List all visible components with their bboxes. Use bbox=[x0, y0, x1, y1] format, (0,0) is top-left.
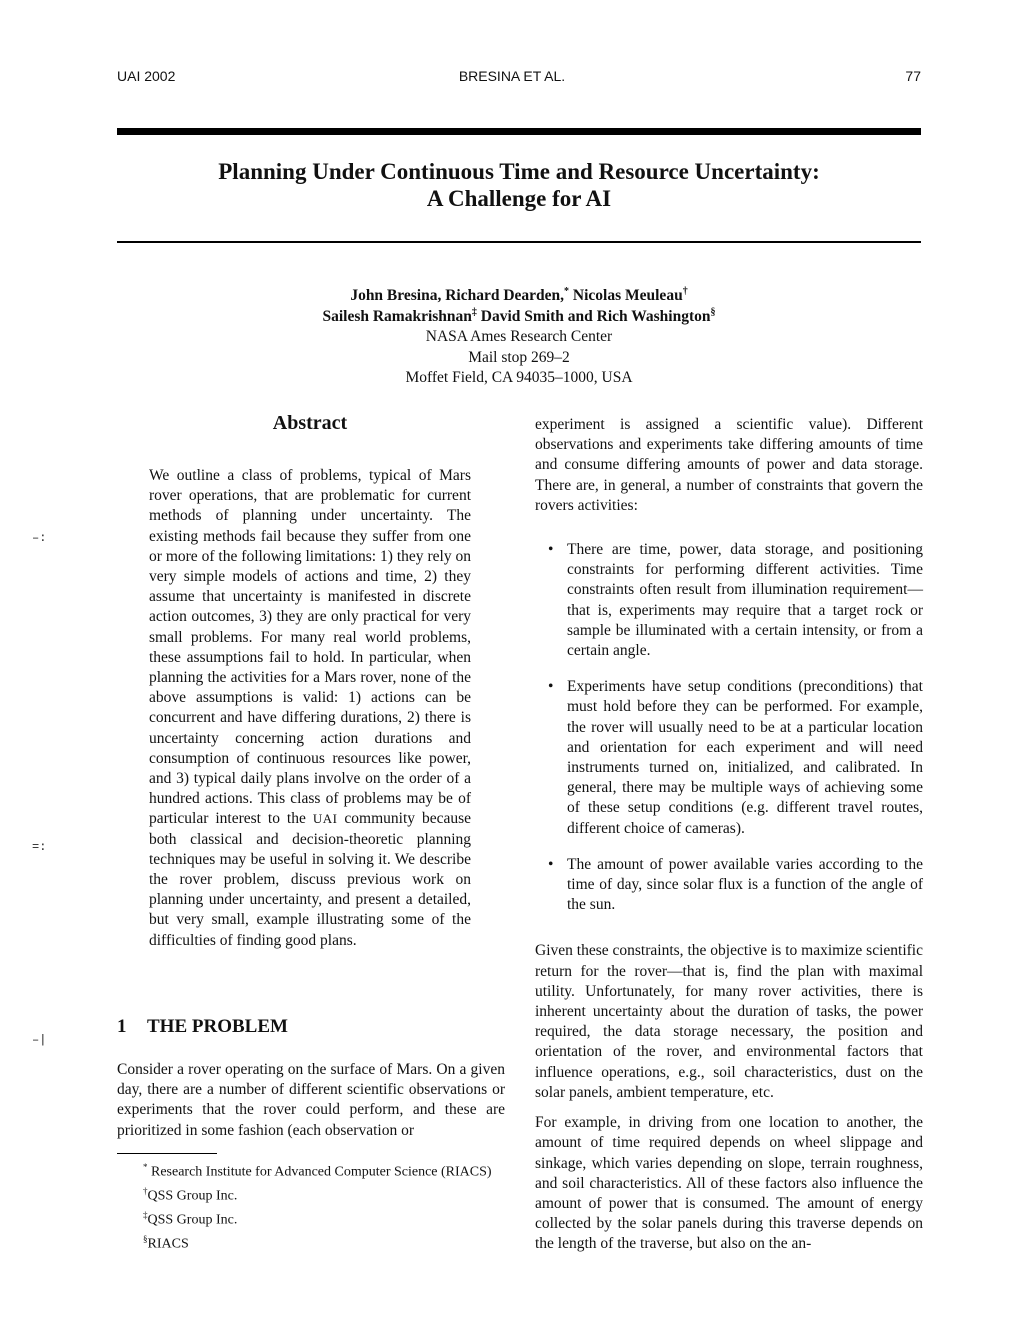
footnote-3-mark: ‡ bbox=[143, 1210, 148, 1221]
abstract-uai: UAI bbox=[312, 811, 338, 827]
page-number: 77 bbox=[905, 68, 921, 84]
footnote-3-text: QSS Group Inc. bbox=[147, 1212, 238, 1228]
author-line-1 bbox=[117, 286, 921, 307]
footnote-4 bbox=[117, 1230, 505, 1254]
footnote-mark-section: § bbox=[710, 306, 716, 318]
right-column-paragraph-2: Given these constraints, the objective is to maximize scientific return for the rover—that is, find the plan with maximal utility. Unfortunately, for many rover activities, there is inherent uncertainty about the duration of tasks, the power required, the data storage necessary, the position and orientation of the rover, and environmental factors that influence operations, e.g., soil characteristics, dust on the solar panels, ambient temperature, etc. bbox=[535, 942, 923, 1101]
title-bottom-rule bbox=[117, 241, 921, 243]
section-paragraph: Consider a rover operating on the surface of Mars. On a given day, there are a number of different scientific observations or experiments that the rover could perform, and these are prioritized in some fashion (each observation or bbox=[117, 1061, 505, 1139]
footnote-1-text: Research Institute for Advanced Computer Science (RIACS) bbox=[151, 1164, 492, 1180]
abstract-body-a: We outline a class of problems, typical of Mars rover operations, that are problematic for current methods of planning under uncertainty. The existing methods fail because they suffer from one or more of the following limitations: 1) they rely on very simple models of actions and time, 2) they assume that uncertainty is manifested in discrete action outcomes, 3) they are only practical for very small problems. For many real world problems, these assumptions fail to hold. In particular, when planning the activities for a Mars rover, none of the above assumptions is valid: 1) actions can be concurrent and have differing durations, 2) there is uncertainty concerning action durations and consumption of continuous resources like power, and 3) typical daily plans involve on the order of a hundred actions. This class of problems may be of particular interest to the bbox=[149, 467, 471, 828]
running-header-venue: UAI 2002 bbox=[117, 68, 176, 84]
abstract-heading: Abstract bbox=[272, 412, 348, 434]
bullet-icon: • bbox=[548, 855, 554, 873]
list-item bbox=[535, 855, 923, 916]
footnote-1-mark: * bbox=[143, 1162, 148, 1172]
footnote-3 bbox=[117, 1206, 505, 1230]
spacer bbox=[535, 516, 923, 532]
running-header-authors: BRESINA ET AL. bbox=[458, 68, 566, 84]
footnote-mark-star: * bbox=[564, 285, 570, 297]
bullet-icon: • bbox=[548, 678, 554, 696]
list-item-text: Experiments have setup conditions (preconditions) that must hold before they can be performed. For example, the rover will usually need to be at a particular location and orientation for each experiment and will need instruments turned on, initialized, and calibrated. In general, there may be multiple ways of achieving some of these setup conditions (e.g. different travel routes, different choice of cameras). bbox=[567, 678, 923, 837]
footnote-2-mark: † bbox=[143, 1186, 148, 1197]
abstract-text bbox=[149, 466, 471, 951]
author-names-b: David Smith and Rich Washington bbox=[476, 307, 711, 325]
footnote-4-mark: § bbox=[143, 1234, 148, 1245]
footnote-2 bbox=[117, 1182, 505, 1206]
title-line-2: A Challenge for AI bbox=[426, 186, 612, 211]
right-column-intro: experiment is assigned a scientific value). Different observations and experiments take differing amounts of time and consume differing amounts of power and data storage. There are, in general, a number of constraints that govern the rovers activities: bbox=[535, 416, 923, 514]
footnote-rule bbox=[117, 1153, 217, 1154]
footnotes bbox=[117, 1158, 505, 1255]
spacer bbox=[535, 931, 923, 941]
list-item bbox=[535, 540, 923, 661]
author-name-meuleau: Nicolas Meuleau bbox=[569, 287, 683, 304]
spacer bbox=[535, 1103, 923, 1113]
section-title: THE PROBLEM bbox=[147, 1016, 288, 1037]
paper-title bbox=[117, 158, 921, 212]
section-number: 1 bbox=[117, 1016, 127, 1037]
spacer bbox=[535, 532, 923, 540]
margin-mark-2: =: bbox=[32, 840, 47, 854]
margin-mark-3: –| bbox=[32, 1033, 47, 1047]
right-column-paragraph-3: For example, in driving from one location to another, the amount of time required depends on wheel slippage and sinkage, which varies depending on slope, terrain roughness, and soil characteristics. All of these factors also influence the amount of power that is consumed. The amount of energy collected by the solar panels during this traverse depends on the length of the traverse, but also on the an- bbox=[535, 1114, 923, 1253]
constraint-list bbox=[535, 540, 923, 915]
author-block bbox=[117, 286, 921, 389]
address: Moffet Field, CA 94035–1000, USA bbox=[405, 369, 633, 386]
margin-mark-1: –: bbox=[32, 531, 47, 545]
footnote-2-text: QSS Group Inc. bbox=[147, 1188, 238, 1204]
title-top-rule bbox=[117, 128, 921, 135]
footnote-mark-ddagger: ‡ bbox=[471, 306, 477, 318]
list-item-text: There are time, power, data storage, and positioning constraints for performing different activities. Time constraints often result from illumination requirement—that is, experiments may require that a target rock or sample be illuminated with a certain intensity, or from a certain angle. bbox=[567, 541, 923, 660]
footnote-1 bbox=[117, 1158, 505, 1182]
footnote-4-text: RIACS bbox=[147, 1237, 189, 1253]
list-item-text: The amount of power available varies according to the time of day, since solar flux is a function of the angle of the sun. bbox=[567, 855, 923, 914]
right-column bbox=[535, 415, 923, 1255]
list-item bbox=[535, 677, 923, 839]
footnote-mark-dagger: † bbox=[682, 285, 688, 297]
author-line-2 bbox=[117, 307, 921, 328]
author-name-ramakrishnan: Sailesh Ramakrishnan bbox=[322, 307, 472, 325]
section-heading bbox=[117, 1016, 517, 1038]
mailstop: Mail stop 269–2 bbox=[468, 348, 570, 366]
affiliation: NASA Ames Research Center bbox=[425, 328, 613, 345]
title-line-1: Planning Under Continuous Time and Resource Uncertainty: bbox=[218, 159, 820, 184]
author-names-a: John Bresina, Richard Dearden, bbox=[350, 287, 565, 304]
bullet-icon: • bbox=[548, 541, 554, 559]
abstract-body-b: community because both classical and decision-theoretic planning techniques may be useful in solving it. We describe the rover problem, discuss previous work on planning under uncertainty, and present a detailed, but very small, example illustrating some of the difficulties of finding good plans. bbox=[149, 810, 472, 949]
